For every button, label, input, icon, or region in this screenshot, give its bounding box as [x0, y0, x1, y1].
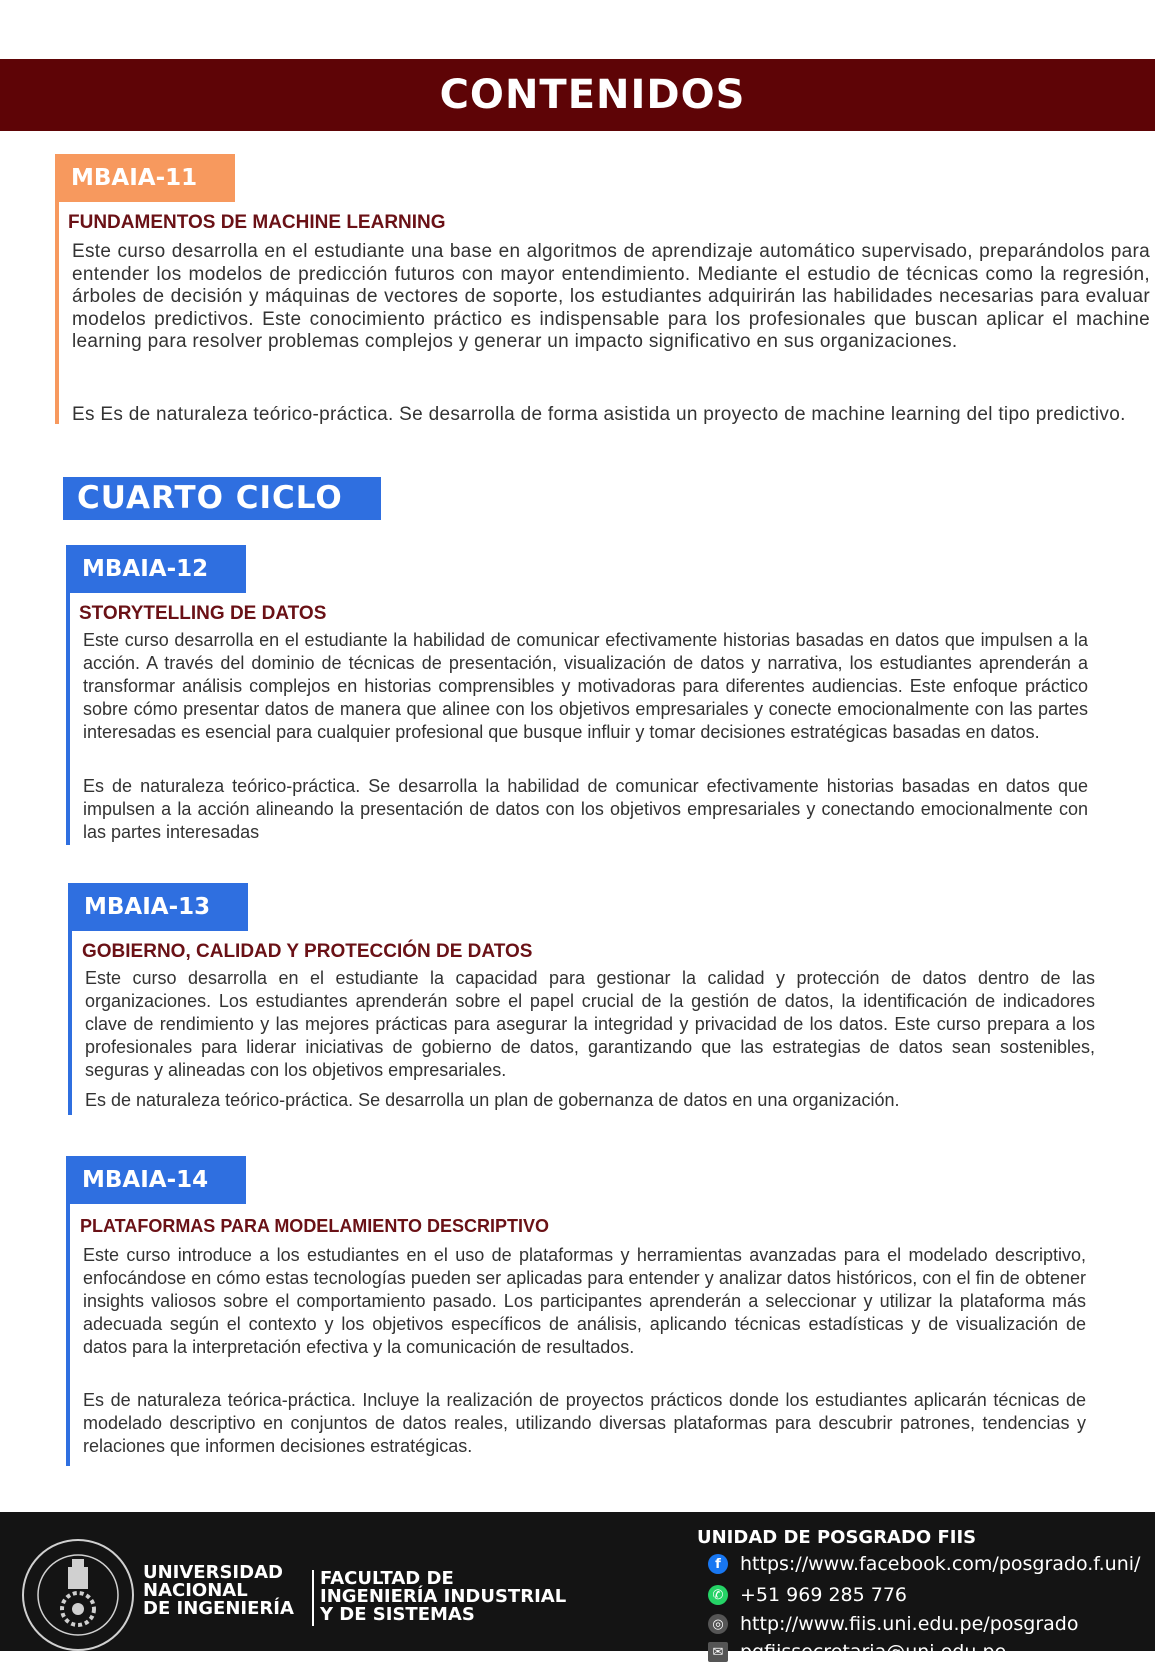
faculty-name-line: INGENIERÍA INDUSTRIAL [320, 1586, 567, 1607]
course-nature: Es de naturaleza teórico-práctica. Se desarrolla la habilidad de comunicar efectivamente historias basadas en datos que impulsen a la acción alineando la presentación de datos con los objetivos empresariales y conectando emocionalmente con las partes interesadas [83, 776, 1088, 842]
email-contact[interactable] [708, 1641, 1006, 1663]
course-mbaia-12 [66, 545, 1096, 845]
website-link[interactable]: http://www.fiis.uni.edu.pe/posgrado [740, 1613, 1079, 1635]
course-title: PLATAFORMAS PARA MODELAMIENTO DESCRIPTIVO [80, 1216, 550, 1236]
cycle-label: CUARTO CICLO [63, 477, 381, 520]
unit-title: UNIDAD DE POSGRADO FIIS [697, 1527, 977, 1548]
globe-icon: ◎ [708, 1614, 728, 1634]
facebook-link[interactable]: https://www.facebook.com/posgrado.f.uni/ [740, 1553, 1141, 1575]
course-title: GOBIERNO, CALIDAD Y PROTECCIÓN DE DATOS [82, 941, 533, 962]
page-title: CONTENIDOS [439, 72, 746, 118]
facebook-contact[interactable] [708, 1553, 1140, 1575]
course-title: FUNDAMENTOS DE MACHINE LEARNING [68, 212, 446, 233]
university-name-line: UNIVERSIDAD [143, 1562, 283, 1583]
course-code: MBAIA-14 [66, 1156, 246, 1204]
course-description: Este curso desarrolla en el estudiante la habilidad de comunicar efectivamente historias basadas en datos que impulsen a la acción. A través del dominio de técnicas de presentación, visualización de datos y narrativa, los estudiantes aprenderán a transformar análisis complejos en historias comprensibles y motivadoras para diferentes audiencias. Este enfoque práctico sobre cómo presentar datos de manera que alinee con los objetivos empresariales y conecte emocionalmente con las partes interesadas es esencial para cualquier profesional que busque influir y tomar decisiones estratégicas basadas en datos. [83, 630, 1088, 742]
course-code: MBAIA-11 [55, 154, 235, 202]
course-nature: Es de naturaleza teórica-práctica. Incluye la realización de proyectos prácticos donde los estudiantes aplicarán técnicas de modelado descriptivo en conjuntos de datos reales, utilizando diversas plataformas para descubrir patrones, tendencias y relaciones que informen decisiones estratégicas. [83, 1390, 1086, 1456]
course-description: Este curso desarrolla en el estudiante la capacidad para gestionar la calidad y protección de datos dentro de las organizaciones. Los estudiantes aprenderán sobre el papel crucial de la gestión de datos, la identificación de indicadores clave de rendimiento y las mejores prácticas para asegurar la integridad y privacidad de los datos. Este curso prepara a los profesionales para liderar iniciativas de gobierno de datos, garantizando que las estrategias de datos sean sostenibles, seguras y alineadas con los objetivos empresariales. [85, 968, 1095, 1080]
mail-icon: ✉ [708, 1642, 728, 1662]
course-mbaia-11 [55, 154, 1150, 454]
university-name-line: NACIONAL [143, 1580, 248, 1601]
course-title: STORYTELLING DE DATOS [79, 603, 327, 624]
university-seal-icon [20, 1527, 136, 1663]
faculty-name-line: FACULTAD DE [320, 1568, 454, 1589]
footer [0, 1512, 1155, 1663]
university-name-line: DE INGENIERÍA [143, 1598, 294, 1619]
facebook-icon: f [708, 1554, 728, 1574]
email-link[interactable]: pgfiissecretaria@uni.edu.pe [740, 1641, 1007, 1663]
course-code: MBAIA-12 [66, 545, 246, 593]
whatsapp-icon: ✆ [708, 1585, 728, 1605]
university-name [143, 1564, 294, 1618]
phone-number[interactable]: +51 969 285 776 [740, 1584, 908, 1606]
course-description: Este curso introduce a los estudiantes en el uso de plataformas y herramientas avanzadas para el modelado descriptivo, enfocándose en cómo estas tecnologías pueden ser aplicadas para entender y analizar datos históricos, con el fin de obtener insights valiosos sobre el comportamiento pasado. Los participantes aprenderán a seleccionar y utilizar la plataforma más adecuada según el contexto y los objetivos específicos de análisis, aplicando técnicas estadísticas y de visualización de datos para la interpretación efectiva y la comunicación de resultados. [83, 1245, 1086, 1357]
course-code: MBAIA-13 [68, 883, 248, 931]
footer-divider [312, 1570, 314, 1626]
website-contact[interactable] [708, 1613, 1078, 1635]
header-bar [0, 59, 1155, 131]
course-description: Este curso desarrolla en el estudiante una base en algoritmos de aprendizaje automático supervisado, preparándolos para entender los modelos de predicción futuros con mayor entendimiento. Mediante el estudio de técnicas como la regresión, árboles de decisión y máquinas de vectores de soporte, los estudiantes adquirirán las habilidades necesarias para evaluar modelos predictivos. Este conocimiento práctico es indispensable para los profesionales que buscan aplicar el machine learning para resolver problemas complejos y generar un impacto significativo en sus organizaciones. [72, 241, 1150, 352]
phone-contact[interactable] [708, 1584, 907, 1606]
course-mbaia-13 [68, 883, 1098, 1113]
course-mbaia-14 [66, 1156, 1096, 1466]
course-nature: Es de naturaleza teórico-práctica. Se desarrolla un plan de gobernanza de datos en una organización. [85, 1090, 900, 1110]
faculty-name-line: Y DE SISTEMAS [320, 1604, 475, 1625]
course-nature: Es Es de naturaleza teórico-práctica. Se desarrolla de forma asistida un proyecto de machine learning del tipo predictivo. [72, 404, 1126, 425]
faculty-name [320, 1570, 566, 1624]
